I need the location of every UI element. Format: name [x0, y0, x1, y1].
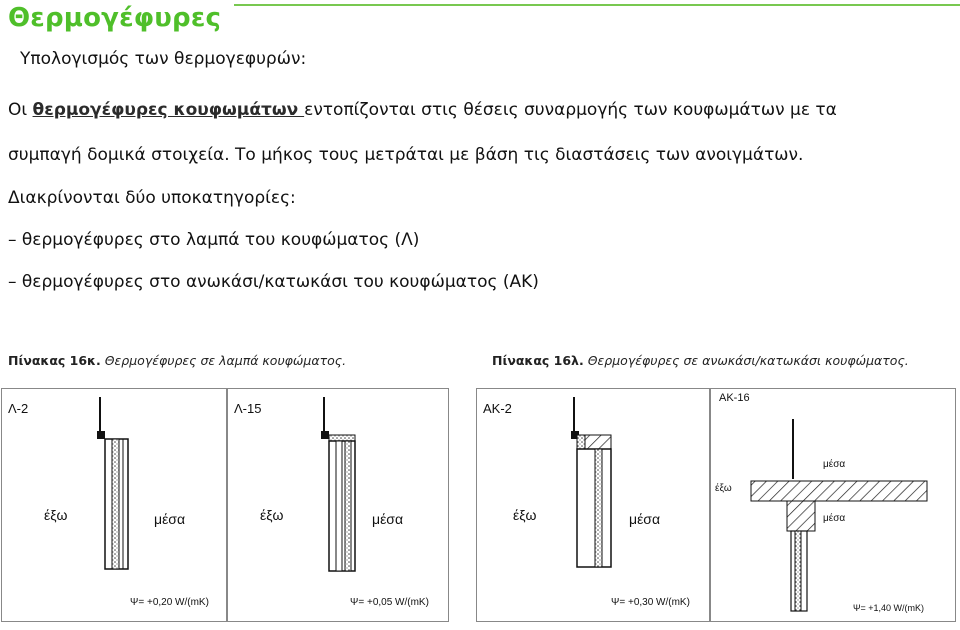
- panel-l15-outside-label: έξω: [260, 507, 284, 523]
- panel-ak16: [710, 388, 956, 622]
- panel-l15-drawing: [228, 389, 448, 621]
- panel-ak2: [476, 388, 710, 622]
- panel-l15-inside-label: μέσα: [372, 511, 404, 527]
- paragraph-1-rest: εντοπίζονται στις θέσεις συναρμογής των κουφωμάτων με τα: [304, 100, 837, 120]
- table-16k-caption: [8, 353, 346, 368]
- panel-l2-inside-label: μέσα: [154, 511, 186, 527]
- paragraph-1-term: θερμογέφυρες κουφωμάτων: [32, 100, 305, 120]
- paragraph-1-prefix: Οι: [8, 100, 33, 120]
- panel-ak2-code: ΑΚ-2: [483, 401, 512, 416]
- panel-ak2-psi: Ψ= +0,30 W/(mK): [611, 597, 690, 608]
- panel-ak16-inside-label-top: μέσα: [823, 459, 846, 470]
- table-16l-text: Θερμογέφυρες σε ανωκάσι/κατωκάσι κουφώματος.: [587, 353, 909, 368]
- panel-ak16-outside-label: έξω: [715, 483, 732, 494]
- panel-ak2-drawing: [477, 389, 709, 621]
- list-item-anokasi: – θερμογέφυρες στο ανωκάσι/κατωκάσι του κουφώματος (ΑΚ): [8, 272, 539, 292]
- table-16l-caption: [492, 353, 909, 368]
- panel-l2: [1, 388, 227, 622]
- panel-l2-code: Λ-2: [8, 401, 29, 416]
- panel-ak2-inside-label: μέσα: [629, 511, 661, 527]
- subtitle: Υπολογισμός των θερμογεφυρών:: [20, 49, 307, 69]
- panel-l15: [227, 388, 449, 622]
- panel-l15-code: Λ-15: [234, 401, 262, 416]
- panel-ak16-code: ΑΚ-16: [719, 392, 750, 404]
- page-title: Θερμογέφυρες: [8, 3, 222, 33]
- paragraph-1: [8, 100, 837, 120]
- list-item-lampa: – θερμογέφυρες στο λαμπά του κουφώματος (Λ): [8, 230, 420, 250]
- panel-l2-psi: Ψ= +0,20 W/(mK): [130, 597, 209, 608]
- panel-l2-outside-label: έξω: [44, 507, 68, 523]
- panel-ak16-inside-label-bottom: μέσα: [823, 513, 846, 524]
- title-rule: [234, 4, 960, 6]
- table-16l-number: Πίνακας 16λ.: [492, 353, 584, 368]
- panel-ak16-drawing: [711, 389, 955, 621]
- table-16k-number: Πίνακας 16κ.: [8, 353, 101, 368]
- panel-ak2-outside-label: έξω: [513, 507, 537, 523]
- paragraph-3: Διακρίνονται δύο υποκατηγορίες:: [8, 188, 296, 208]
- panel-l15-psi: Ψ= +0,05 W/(mK): [350, 597, 429, 608]
- panel-l2-drawing: [2, 389, 226, 621]
- panel-ak16-psi: Ψ= +1,40 W/(mK): [853, 603, 925, 613]
- paragraph-2: συμπαγή δομικά στοιχεία. Το μήκος τους μετράται με βάση τις διαστάσεις των ανοιγμάτων.: [8, 145, 804, 165]
- table-16k-text: Θερμογέφυρες σε λαμπά κουφώματος.: [104, 353, 347, 368]
